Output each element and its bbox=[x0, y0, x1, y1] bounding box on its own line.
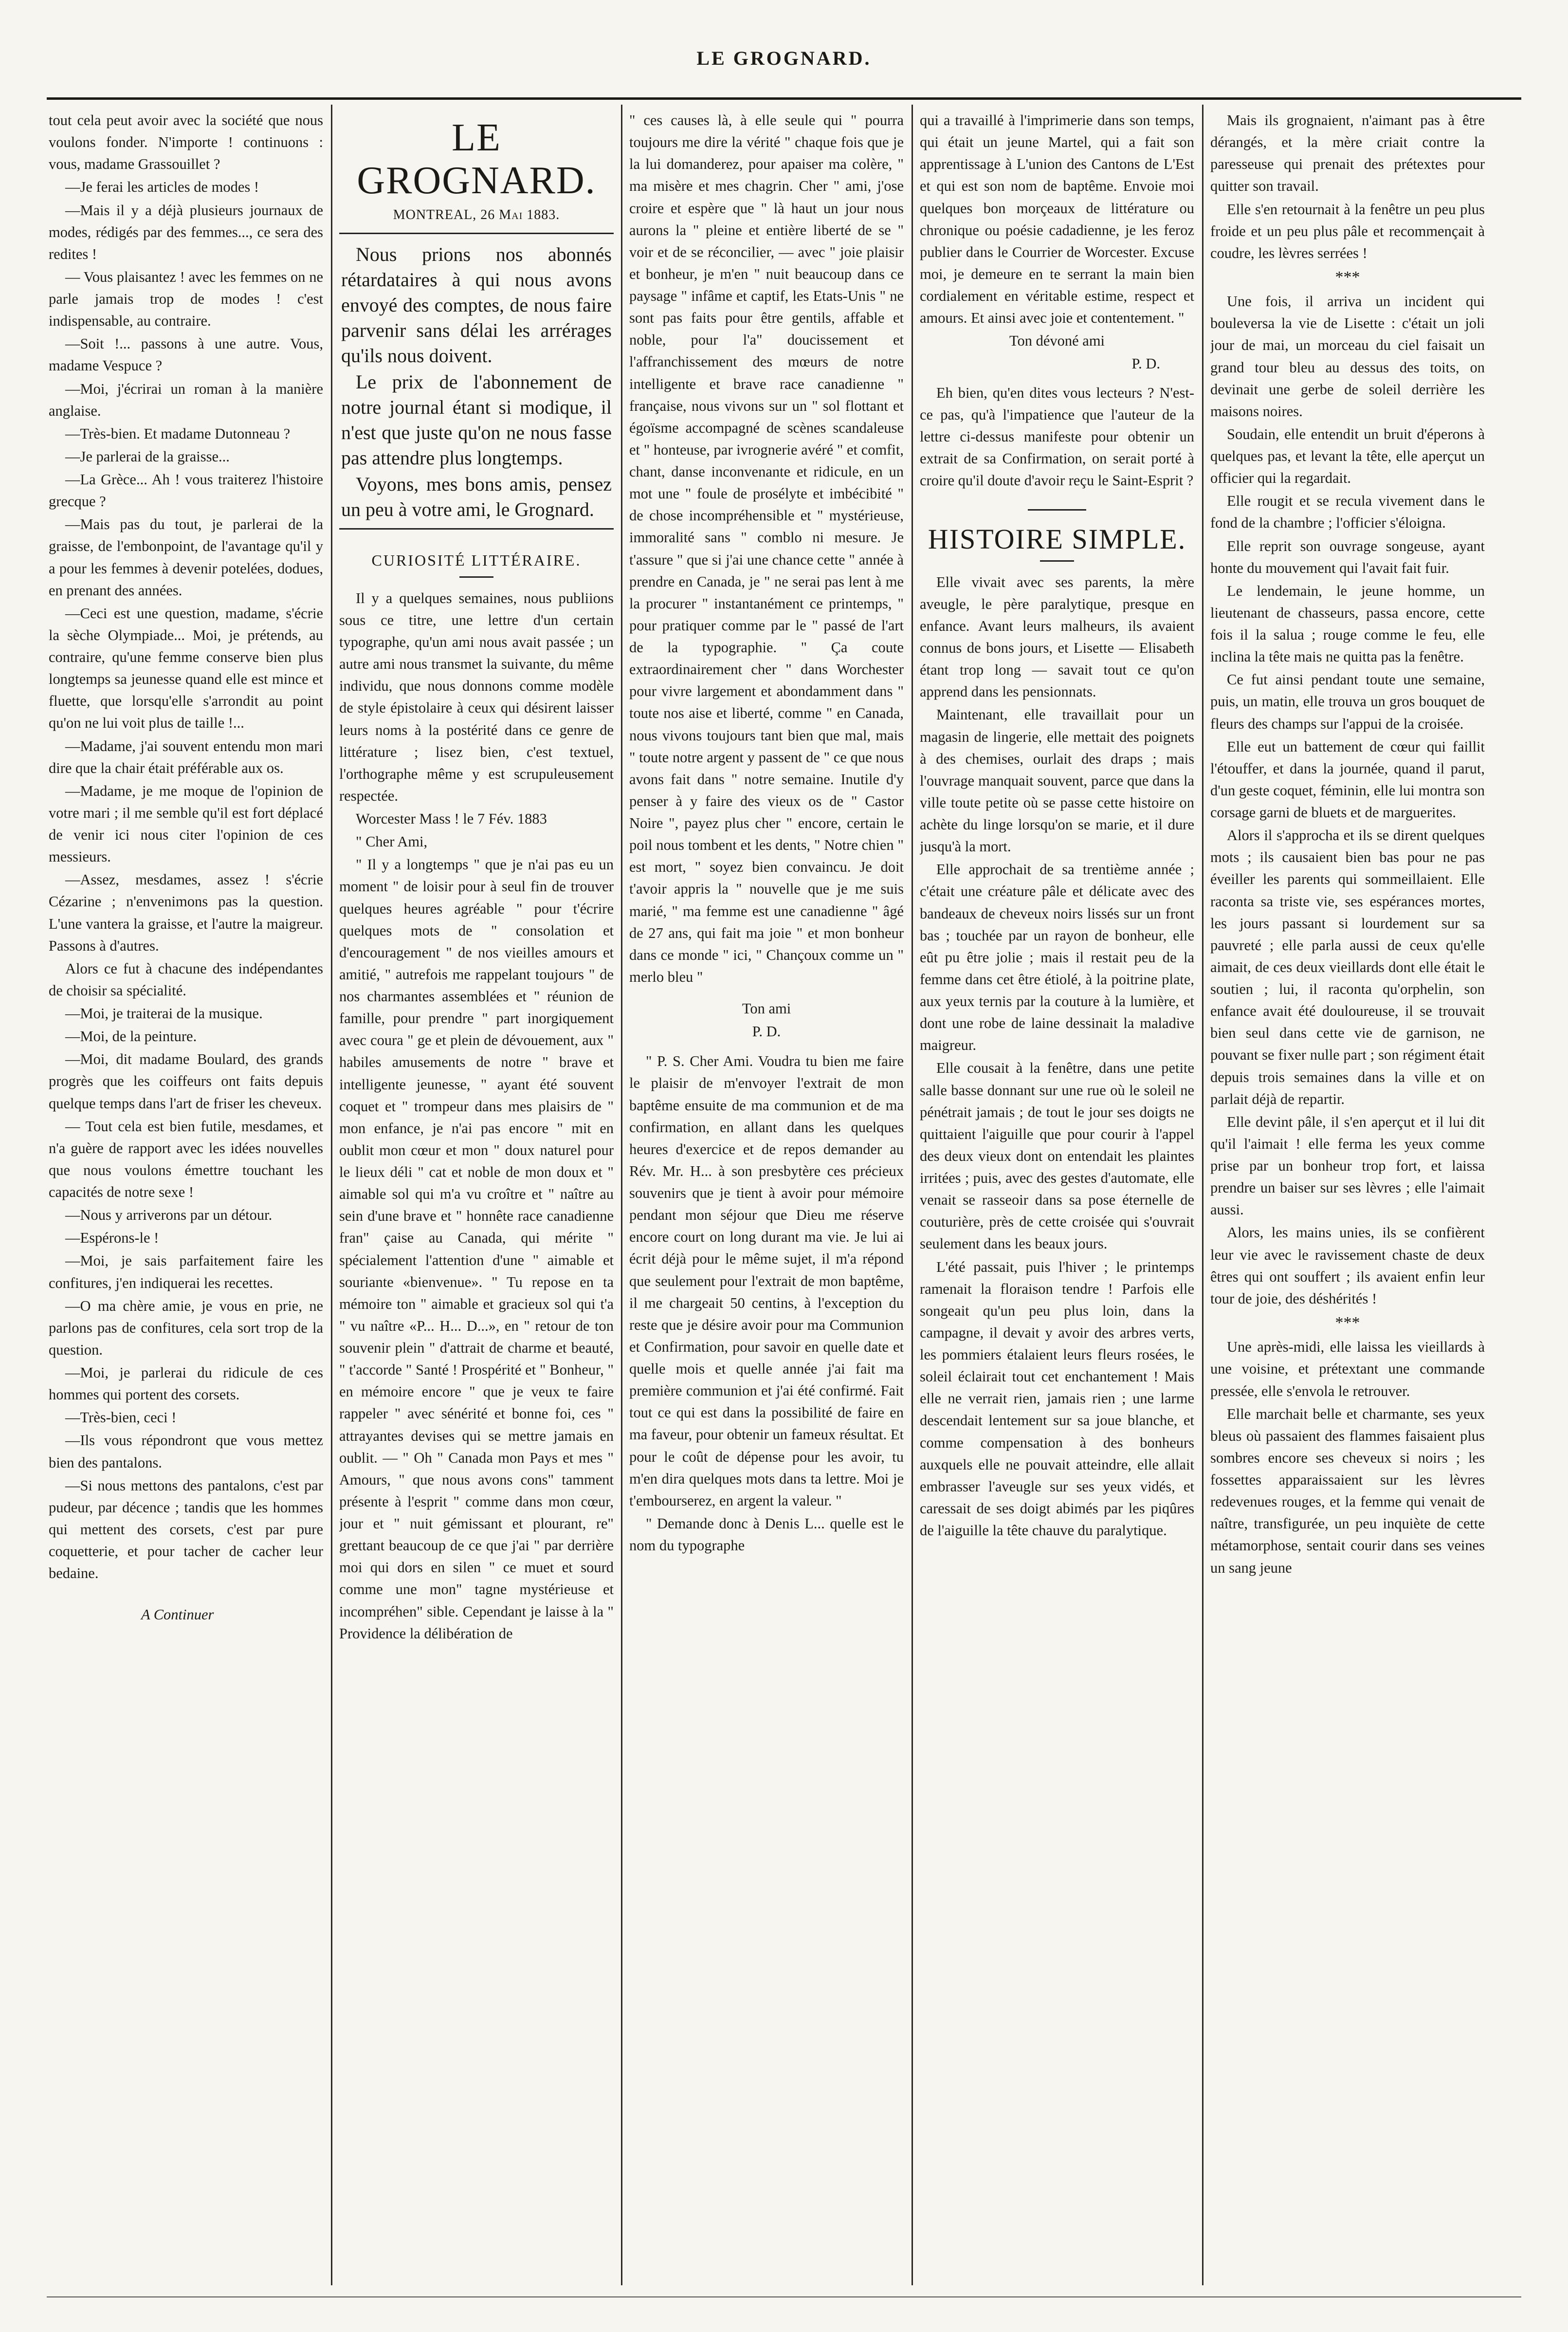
section-title: CURIOSITÉ LITTÉRAIRE. bbox=[371, 551, 582, 569]
paragraph: —Soit !... passons à une autre. Vous, madame Vespuce ? bbox=[49, 335, 323, 374]
paragraph: —Moi, de la peinture. bbox=[65, 1028, 197, 1045]
paragraph: —Moi, je sais parfaitement faire les confitures, j'en indiquerai les recettes. bbox=[49, 1252, 323, 1291]
subscriber-notice bbox=[339, 233, 614, 530]
column-4 bbox=[920, 110, 1194, 2280]
letter-signoff: Ton dévoné ami bbox=[1009, 332, 1105, 349]
paragraph: Une fois, il arriva un incident qui bouleversa la vie de Lisette : c'était un joli jour de mai, un morceau du ciel faisait un grand tour bleu au dessus des toits, on devinait une gerbe de soleil derrière les maisons noires. bbox=[1210, 293, 1485, 420]
paragraph: —Je parlerai de la graisse... bbox=[65, 448, 230, 465]
letter-signoff: Ton ami bbox=[742, 1000, 791, 1017]
continuation-note: A Continuer bbox=[141, 1606, 214, 1623]
paragraph: Elle rougit et se recula vivement dans le fond de la chambre ; l'officier s'éloigna. bbox=[1210, 493, 1485, 532]
title-rule bbox=[459, 576, 493, 578]
paragraph: Elle cousait à la fenêtre, dans une petite salle basse donnant sur une rue où le soleil ne pénétrait jamais ; de tout le jour ses doigts ne quittaient l'aiguille que pour courir à l'appel des deux vieux dont on entendait les plaintes irritées ; puis, avec des gestes d'automate, elle venait se rasseoir dans sa pose éternelle de couturière, près de cette croisée qui s'ouvrait seulement dans les beaux jours. bbox=[920, 1060, 1194, 1252]
story-title: HISTOIRE SIMPLE. bbox=[928, 523, 1186, 555]
paragraph: —Espérons-le ! bbox=[65, 1230, 159, 1247]
paragraph: Une après-midi, elle laissa les vieillards à une voisine, et prétextant une commande pressée, elle s'envola le retrouver. bbox=[1210, 1339, 1485, 1399]
paragraph: —Madame, j'ai souvent entendu mon mari dire que la chair était préférable aux os. bbox=[49, 737, 323, 776]
running-head: LE GROGNARD. bbox=[696, 47, 872, 69]
column-rule bbox=[912, 105, 913, 2285]
paragraph: " P. S. Cher Ami. Voudra tu bien me faire le plaisir de m'envoyer l'extrait de mon baptême ensuite de ma communion et de ma confirmation, en allant dans les quelques heures d'exercice et de repos demander au Rév. Mr. H... à son presbytère ces précieux souvenirs que je tient à avoir pour mémoire pendant mon séjour que Dieu me réserve encore court on long durant ma vie. Je lui ai écrit déjà pour le même sujet, il m'a répond que seulement pour l'extrait de mon baptême, il me chargeait 50 centins, à l'exception du reste que je désire avoir pour ma Communion et Confirmation, pour savoir en quelle date et quelle mois et quelle année j'ai fait ma première communion et j'ai été confirmé. Fait tout ce qui est dans la possibilité de faire en ma faveur, pour obtenir un fameux résultat. Et pour le coût de dépense pour les avoir, tu m'en dira quelques mots dans ta lettre. Moi je t'embourserez, en argent la valeur. " bbox=[629, 1053, 904, 1509]
paragraph: Il y a quelques semaines, nous publiions sous ce titre, une lettre d'un certain typographe, qu'un ami nous avait passée ; un autre ami nous transmet la suivante, du même individu, que nous donnons comme modèle de style épistolaire à ceux qui désirent laisser leurs noms à la postérité dans ce genre de littérature ; lisez bien, c'est textuel, l'orthographe même y est scrupuleusement respectée. bbox=[339, 589, 614, 804]
paragraph: —Très-bien. Et madame Dutonneau ? bbox=[65, 425, 291, 442]
story-text bbox=[920, 571, 1194, 1542]
paragraph: Alors ce fut à chacune des indépendantes de choisir sa spécialité. bbox=[49, 960, 323, 999]
paragraph: — Vous plaisantez ! avec les femmes on ne parle jamais trop de modes ! c'est indispensable, au contraire. bbox=[49, 268, 323, 330]
paragraph: Elle approchait de sa trentième année ; c'était une créature pâle et délicate avec des bandeaux de cheveux noirs lissés sur un front bas ; touchée par un rayon de bonheur, elle eût pu être jolie ; mais il restait peu de la femme dans cet être étiolé, à la poitrine plate, aux yeux ternis par la couture à la lumière, et dont une robe de laine dessinait la maladive maigreur. bbox=[920, 861, 1194, 1054]
letter-initials: P. D. bbox=[752, 1023, 781, 1040]
notice-paragraph: Voyons, mes bons amis, pensez un peu à votre ami, le Grognard. bbox=[341, 473, 612, 521]
paragraph: Elle devint pâle, il s'en aperçut et il lui dit qu'il l'aimait ! elle ferma les yeux comme prise par un bonheur trop fort, et laissa prendre un baiser sur ses lèvres ; elle l'aimait aussi. bbox=[1210, 1113, 1485, 1218]
title-rule bbox=[1040, 560, 1074, 562]
paragraph: —Ils vous répondront que vous mettez bien des pantalons. bbox=[49, 1432, 323, 1471]
bottom-rule bbox=[47, 2296, 1521, 2297]
column-5-text bbox=[1210, 110, 1485, 264]
paragraph: —Mais pas du tout, je parlerai de la graisse, de l'embonpoint, de l'avantage qu'il y a pour les femmes à devenir potelées, dodues, en prenant des années. bbox=[49, 516, 323, 599]
paragraph: Maintenant, elle travaillait pour un magasin de lingerie, elle mettait des poignets à des chemises, ourlait des draps ; mais l'ouvrage manquait souvent, parce que dans la ville toute petite où se passe cette histoire on achète du linge lorsqu'on se marie, et il dure jusqu'à la mort. bbox=[920, 706, 1194, 855]
paragraph: —Ceci est une question, madame, s'écrie la sèche Olympiade... Moi, je prétends, au contraire, qu'une femme conserve bien plus longtemps sa jeunesse quand elle est mince et fluette, que lorsqu'elle s'arrondit au point qu'on ne lui voit plus de taille !... bbox=[49, 605, 323, 732]
paragraph: " Cher Ami, bbox=[356, 833, 428, 850]
masthead-dateline: MONTREAL, 26 Mai 1883. bbox=[393, 207, 560, 222]
paragraph: tout cela peut avoir avec la société que nous voulons fonder. N'importe ! continuons : vous, madame Grassouillet ? bbox=[49, 112, 323, 173]
column-2-text bbox=[339, 588, 614, 1645]
paragraph: Soudain, elle entendit un bruit d'éperons à quelques pas, et levant la tête, elle aperçut un officier qui la regardait. bbox=[1210, 425, 1485, 487]
column-1-text bbox=[49, 110, 323, 1584]
paragraph: —La Grèce... Ah ! vous traiterez l'histoire grecque ? bbox=[49, 471, 323, 510]
masthead-title: LE GROGNARD. bbox=[357, 116, 596, 202]
paragraph: " Il y a longtemps " que je n'ai pas eu un moment " de loisir pour à seul fin de trouver quelques heures agréable " pour t'écrire quelques mots de " consolation et d'encouragement " de nos vieilles amours et amitié, " autrefois me rappelant toujours " de nos charmantes assemblées et " réunion de famille, pour prendre " part inorgiquement avec coura " ge et plein de dévouement, aux " habiles amusements de notre " brave et intelligente jeunesse, " ayant été souvent coquet et " trompeur dans mes plaisirs de " mon enfance, je n'ai pas encore " mit en oublit mon cœur et mon " doux naturel pour le lieux déli " cat et noble de mon doux et " aimable sol qui m'a vu croître et " naître au sein d'une brave et " honnête race canadienne fran" çaise au Canada, qui mérite " spécialement l'attention d'une " aimable et souriante «bienvenue». " Tu repose en ta mémoire ton " aimable et gracieux sol qui t'a " vu naître «P... H... D...», en " retour de ton souvenir plein " d'attrait de charme et beauté, " t'accorde " Santé ! Prospérité et " Bonheur, " en mémoire encore " que je veux te faire rappeler " avec sénérité et bonne foi, ces " attrayantes devises qui se mettre jamais en oublit. — " Oh " Canada mon Pays et mes " Amours, " que nous avons cons" tamment présente à l'esprit " comme dans mon cœur, jour et " nuit gémissant et plourant, re" grettant beaucoup de ce que j'ai " par derrière moi qui dors en silen " ce muet et sourd comme une mon" tagne mystérieuse et incompréhen" sible. Cependant je laisse à la " Providence la délibération de bbox=[339, 856, 614, 1642]
paragraph: —Nous y arriverons par un détour. bbox=[65, 1207, 273, 1224]
paragraph: Alors, les mains unies, ils se confièrent leur vie avec le ravissement chaste de deux êtres qui ont souffert ; ils avaient enfin leur tour de joie, des déshérités ! bbox=[1210, 1224, 1485, 1307]
column-5 bbox=[1210, 110, 1485, 2280]
paragraph: —Moi, je parlerai du ridicule de ces hommes qui portent des corsets. bbox=[49, 1364, 323, 1403]
column-5-text bbox=[1210, 291, 1485, 1310]
paragraph: —O ma chère amie, je vous en prie, ne parlons pas de confitures, cela sort trop de la question. bbox=[49, 1297, 323, 1358]
paragraph: Worcester Mass ! le 7 Fév. 1883 bbox=[356, 810, 547, 827]
paragraph: Elle reprit son ouvrage songeuse, ayant honte du mouvement qui l'avait fait fuir. bbox=[1210, 537, 1485, 576]
paragraph: —Assez, mesdames, assez ! s'écrie Cézarine ; n'envenimons pas la question. L'une vantera la graisse, et l'autre la maigreur. Passons à d'autres. bbox=[49, 871, 323, 954]
paragraph: —Mais il y a déjà plusieurs journaux de modes, rédigés par des femmes..., ce sera des redites ! bbox=[49, 202, 323, 262]
column-3 bbox=[629, 110, 904, 2280]
column-3-text bbox=[629, 110, 904, 988]
paragraph: Elle s'en retournait à la fenêtre un peu plus froide et un peu plus pâle et recommençait à coudre, les lèvres serrées ! bbox=[1210, 201, 1485, 261]
paragraph: —Moi, je traiterai de la musique. bbox=[65, 1005, 263, 1022]
paragraph: Ce fut ainsi pendant toute une semaine, puis, un matin, elle trouva un gros bouquet de fleurs des champs sur l'appui de la croisée. bbox=[1210, 671, 1485, 732]
paragraph: — Tout cela est bien futile, mesdames, et n'a guère de rapport avec les idées nouvelles que nous voulons émettre touchant les capacités de notre sexe ! bbox=[49, 1118, 323, 1200]
section-stars: *** bbox=[1335, 1313, 1360, 1332]
column-4-text bbox=[920, 110, 1194, 329]
paragraph: Elle marchait belle et charmante, ses yeux bleus où passaient des flammes faisaient plus sombres encore ses cheveux si noirs ; les fossettes apparaissaient sur les lèvres redevenues rouges, et la femme qui venait de naître, transfigurée, un peu inquiète de cette métamorphose, sentait courir dans ses veines un sang jeune bbox=[1210, 1405, 1485, 1576]
paragraph: L'été passait, puis l'hiver ; le printemps ramenait la floraison tendre ! Parfois elle songeait qu'un peu plus loin, dans la campagne, il devait y avoir des arbres verts, les pommiers étalaient leurs fleurs rosées, le soleil éclairait tout cet enchantement ! Mais elle ne verrait rien, jamais rien ; une larme descendait lentement sur sa joue blanche, et comme compensation à des bonheurs auxquels elle ne pouvait atteindre, elle allait embrasser l'aveugle sur ses yeux vidés, et caressait de ses doigt abimés par les piqûres de l'aiguille la tête chauve du paralytique. bbox=[920, 1258, 1194, 1539]
paragraph: Elle eut un battement de cœur qui faillit l'étouffer, et dans la journée, quand il parut, d'un geste coquet, féminin, elle lui montra son corsage garni de bluets et de marguerites. bbox=[1210, 738, 1485, 821]
paragraph: —Très-bien, ceci ! bbox=[65, 1409, 177, 1426]
paragraph: —Moi, j'écrirai un roman à la manière anglaise. bbox=[49, 380, 323, 419]
section-divider bbox=[1028, 509, 1086, 511]
column-rule bbox=[621, 105, 622, 2285]
paragraph: —Si nous mettons des pantalons, c'est par pudeur, par décence ; tandis que les hommes qui mettent des corsets, c'est par pure coquetterie, et pour tacher de cacher leur bedaine. bbox=[49, 1477, 323, 1582]
column-5-text bbox=[1210, 1336, 1485, 1579]
editorial-commentary: Eh bien, qu'en dites vous lecteurs ? N'est-ce pas, qu'à l'impatience que l'auteur de la lettre ci-dessus manifeste pour obtenir un extrait de sa Confirmation, on serait porté à croire qu'il doute d'avoir reçu le Saint-Esprit ? bbox=[920, 384, 1194, 489]
letter-initials: P. D. bbox=[1131, 355, 1160, 372]
paragraph: " ces causes là, à elle seule qui " pourra toujours me dire la vérité " chaque fois que je la lui domanderez, pour apaiser ma colère, " ma misère et mes chagrin. Cher " ami, j'ose croire et espère que " là haut un jour nous aurons la " pleine et entière liberté de se " voir et de se réconcilier, — avec " joie plaisir et bonheur, je m'en " nuit beaucoup dans ce paysage " infâme et captif, les Etats-Unis " ne sont pas faits pour être gentils, affable et noble, pour l'a" doucissement et l'affranchissement des mœurs de notre intelligente et brave race canadienne " française, nous vivons sur un " sol flottant et égoïsme accompagné de scènes scandaleuse et " honteuse, par ivrognerie avéré " et comfit, chant, danse inconvenante et ridicule, en un mot une " foule de prosélyte et imbécibité " de chose incompréhensible et " mystérieuse, immoralité sans " comblo ni mesure. Je t'assure " que si j'ai une chance cette " année à prendre en Canada, je " ne serai pas lent à me la procurer " instantanément ce printemps, " pour pratiquer comme par le " passé de l'art de la typographie. " Ça coute extraordinairement cher " dans Worchester pour vivre largement et abondamment dans " toute nos aise et liberté, comme " en Canada, nous vivons toujours tant bien que mal, mais " toute notre argent y passent de " ce que nous avons fait dans " notre semaine. Inutile d'y penser à y faire des vieux os de " Castor Noire ", payez plus cher " encore, certain le poil nous tombent et les dents, " Notre chien " est mort, " soyez bien convaincu. Je doit t'avoir appris la " nouvelle que je me suis marié, " ma femme est une canadienne " âgé de 27 ans, qui fait ma joie " et mon bonheur dans ce monde " ici, " Chançoux comme un " merlo bleu " bbox=[629, 112, 904, 985]
paragraph: Alors il s'approcha et ils se dirent quelques mots ; ils causaient bien bas pour ne pas éveiller les parents qui sommeillaient. Elle raconta sa triste vie, ses espérances mortes, les jours passant si lourdement sur sa pauvreté ; elle parla aussi de ceux qu'elle aimait, de ces deux vieillards dont elle était le soutien ; lui, il raconta qu'orphelin, son enfance avait été douloureuse, il se trouvait bien seul dans cette vie de garnison, ne pouvant se fixer nulle part ; son régiment était depuis trois semaines dans la ville et on parlait déjà de repartir. bbox=[1210, 827, 1485, 1107]
paragraph: —Madame, je me moque de l'opinion de votre mari ; il me semble qu'il est fort déplacé de venir ici nous citer l'opinion de ces messieurs. bbox=[49, 782, 323, 865]
section-stars: *** bbox=[1335, 268, 1360, 286]
paragraph: —Moi, dit madame Boulard, des grands progrès que les coiffeurs ont faits depuis quelque temps dans l'art de friser les cheveux. bbox=[49, 1051, 323, 1112]
column-1 bbox=[49, 110, 323, 2280]
paragraph: Mais ils grognaient, n'aimant pas à être dérangés, et la mère criait contre la paresseuse qui prenait des prétextes pour quitter son travail. bbox=[1210, 112, 1485, 195]
paragraph: Le lendemain, le jeune homme, un lieutenant de chasseurs, passa encore, cette fois il la salua ; rouge comme le feu, elle inclina la tête mais ne quitta pas la fenêtre. bbox=[1210, 582, 1485, 665]
postscript-text bbox=[629, 1050, 904, 1557]
column-2 bbox=[339, 110, 614, 2280]
column-rule bbox=[331, 105, 332, 2285]
paragraph: " Demande donc à Denis L... quelle est le nom du typographe bbox=[629, 1515, 904, 1554]
paragraph: Elle vivait avec ses parents, la mère aveugle, le père paralytique, presque en enfance. Avant leurs malheurs, ils avaient connus de bons jours, et Lisette — Elisabeth étant trop long — savait tout ce qu'on apprend dans les pensionnats. bbox=[920, 573, 1194, 700]
paragraph: qui a travaillé à l'imprimerie dans son temps, qui était un jeune Martel, qui a fait son apprentissage à L'union des Cantons de L'Est et qui est son nom de baptême. Envoie moi quelques bon morçeaux de littérature ou chronique ou poésie cadadienne, je les feroz publier dans le Courrier de Worcester. Excuse moi, je demeure en te serrant la main bien cordialement en véritable estime, respect et amours. Et ainsi avec joie et contentement. " bbox=[920, 112, 1194, 327]
top-rule bbox=[47, 97, 1521, 100]
paragraph: —Je ferai les articles de modes ! bbox=[65, 179, 259, 196]
column-rule bbox=[1202, 105, 1203, 2285]
notice-paragraph: Nous prions nos abonnés rétardataires à qui nous avons envoyé des comptes, de nous faire parvenir sans délai les arrérages qu'ils nous doivent. bbox=[341, 243, 612, 367]
notice-paragraph: Le prix de l'abonnement de notre journal étant si modique, il n'est que juste qu'on ne nous fasse pas attendre plus longtemps. bbox=[341, 371, 612, 469]
